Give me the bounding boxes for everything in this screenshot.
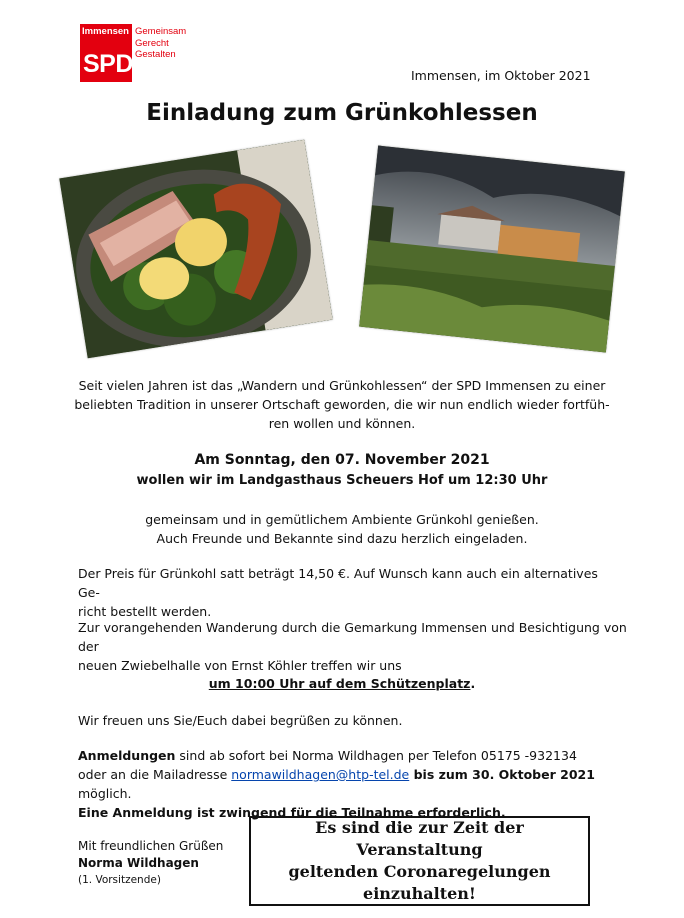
meeting-point-period: . — [470, 676, 476, 691]
together-paragraph — [0, 510, 684, 548]
intro-line: beliebten Tradition in unserer Ortschaft geworden, die wir nun endlich wieder fortfüh- — [74, 397, 610, 412]
registration-paragraph — [78, 746, 638, 822]
registration-suffix: möglich. — [78, 786, 132, 801]
notice-line: Es sind die zur Zeit der Veranstaltung — [315, 818, 524, 859]
intro-paragraph — [0, 376, 684, 433]
logo-slogan-line: Gestalten — [135, 49, 176, 60]
email-link[interactable]: normawildhagen@htp-tel.de — [231, 767, 410, 782]
event-place: wollen wir im Landgasthaus Scheuers Hof um 12:30 Uhr — [136, 473, 548, 488]
walk-line: neuen Zwiebelhalle von Ernst Köhler treffen wir uns — [78, 658, 402, 673]
kale-dish-photo — [59, 140, 332, 359]
logo-spd: SPD — [83, 50, 133, 78]
together-line: Auch Freunde und Bekannte sind dazu herzlich eingeladen. — [156, 531, 528, 546]
price-line: Der Preis für Grünkohl satt beträgt 14,50 €. Auf Wunsch kann auch ein alternatives Ge- — [78, 566, 598, 600]
page-title: Einladung zum Grünkohlessen — [146, 100, 538, 126]
price-paragraph — [78, 564, 618, 621]
walk-paragraph — [78, 618, 638, 675]
date-line: Immensen, im Oktober 2021 — [411, 68, 591, 83]
intro-line: ren wollen und können. — [268, 416, 416, 431]
notice-line: geltenden Coronaregelungen einzuhalten! — [288, 862, 551, 903]
intro-line: Seit vielen Jahren ist das „Wandern und Grünkohlessen“ der SPD Immensen zu einer — [78, 378, 606, 393]
registration-label: Anmeldungen — [78, 748, 176, 763]
meeting-point-text: um 10:00 Uhr auf dem Schützenplatz — [208, 676, 471, 691]
corona-notice-box — [249, 816, 590, 906]
welcome-text: Wir freuen uns Sie/Euch dabei begrüßen zu können. — [78, 713, 403, 728]
onion-hall-photo — [359, 146, 625, 353]
price-line: richt bestellt werden. — [78, 604, 212, 619]
signer-role: (1. Vorsitzende) — [78, 874, 161, 886]
meeting-point — [0, 674, 684, 693]
logo-town: Immensen — [82, 26, 129, 37]
registration-line-1 — [78, 746, 638, 765]
signer-name: Norma Wildhagen — [78, 856, 199, 870]
together-line: gemeinsam und in gemütlichem Ambiente Grünkohl genießen. — [145, 512, 539, 527]
logo-slogan — [135, 26, 186, 61]
registration-mail-prefix: oder an die Mailadresse — [78, 767, 232, 782]
event-date: Am Sonntag, den 07. November 2021 — [194, 452, 490, 468]
registration-line-2 — [78, 765, 638, 803]
registration-required: Eine Anmeldung ist zwingend für die Teilnahme erforderlich. — [78, 805, 506, 820]
registration-deadline: bis zum 30. Oktober 2021 — [409, 767, 595, 782]
registration-phone: sind ab sofort bei Norma Wildhagen per Telefon 05175 -932134 — [175, 748, 577, 763]
greeting: Mit freundlichen Grüßen — [78, 839, 224, 853]
walk-line: Zur vorangehenden Wanderung durch die Gemarkung Immensen und Besichtigung von der — [78, 620, 627, 654]
logo-slogan-line: Gerecht — [135, 37, 169, 49]
spd-logo — [80, 24, 192, 82]
signature-block — [78, 838, 223, 889]
logo-slogan-line: Gemeinsam — [135, 26, 187, 37]
